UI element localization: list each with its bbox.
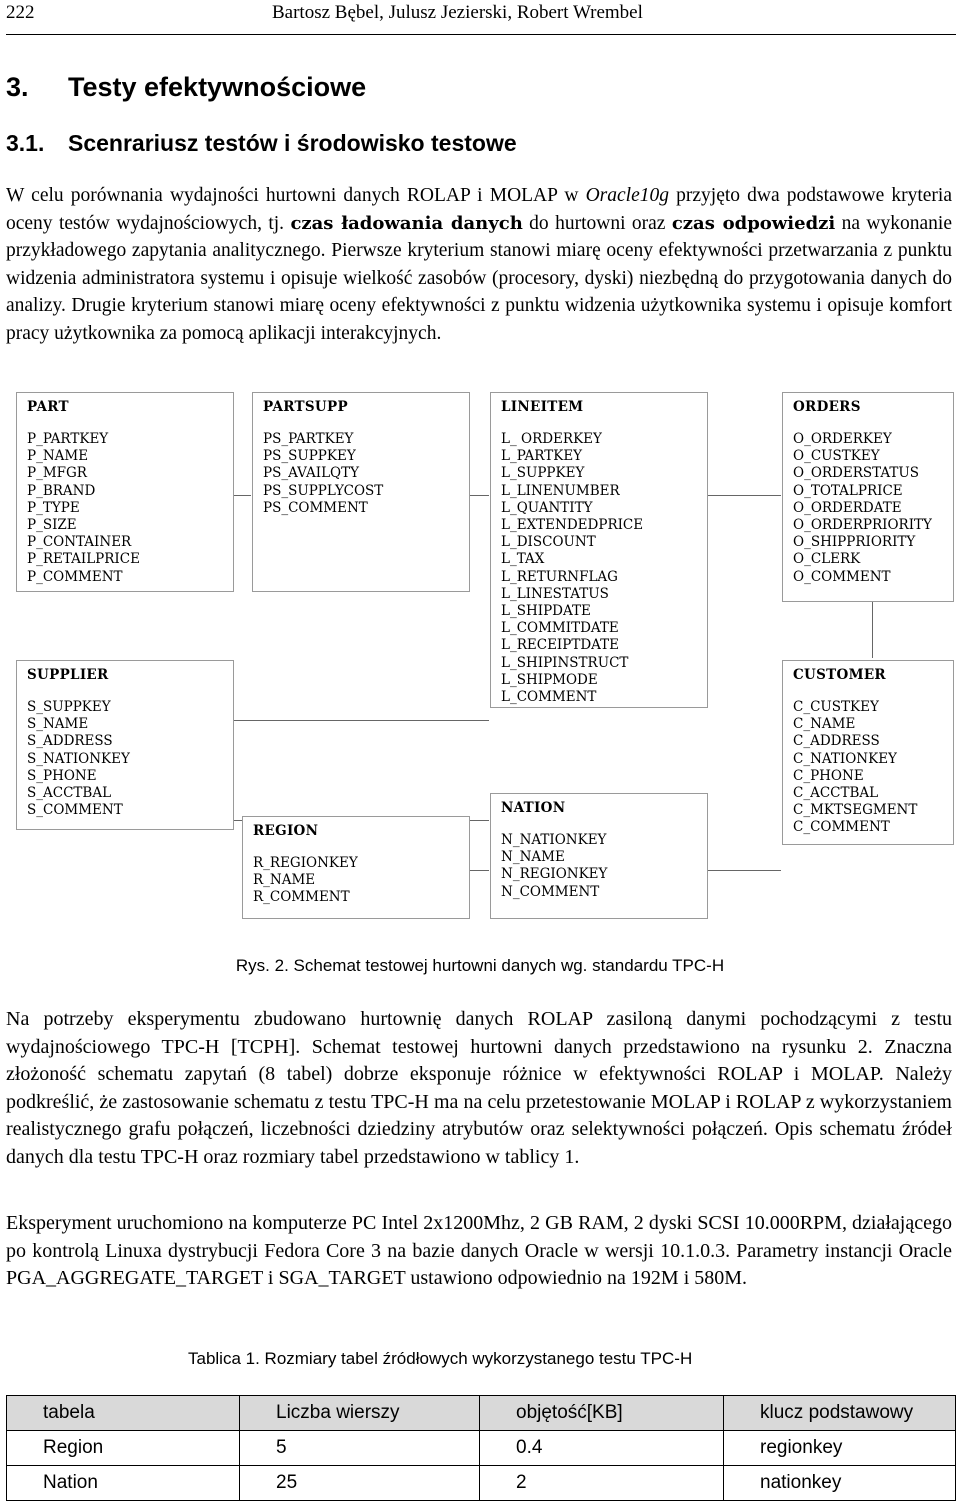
- environment-paragraph: Eksperyment uruchomiono na komputerze PC Intel 2x1200Mhz, 2 GB RAM, 2 dyski SCSI 10.000RPM, działającego po kontrolą Linuxa dystrybucji Fedora Core 3 na bazie danych Oracle w wersji 10.1.0.3. Parametry instancji Oracle PGA_AGGREGATE_TARGET i SGA_TARGET ustawiono odpowiednio na 192M i 580M.: [6, 1212, 952, 1289]
- connector-customer-nation: [707, 870, 781, 871]
- entity-region: [242, 816, 470, 919]
- entity-attribute: L_PARTKEY: [501, 448, 583, 465]
- table-header-cell: klucz podstawowy: [724, 1396, 956, 1431]
- subsection-heading: [6, 130, 517, 157]
- para1-oracle10g: Oracle10g: [585, 185, 669, 206]
- entity-attribute: C_ADDRESS: [793, 733, 880, 750]
- entity-attribute: N_REGIONKEY: [501, 866, 608, 883]
- entity-part: [16, 392, 234, 592]
- entity-attribute: PS_COMMENT: [263, 499, 368, 516]
- entity-name: PARTSUPP: [263, 399, 348, 415]
- entity-attribute: PS_AVAILQTY: [263, 465, 360, 482]
- intro-paragraph: [6, 182, 952, 347]
- section-title: Testy efektywnościowe: [68, 72, 367, 102]
- entity-name: ORDERS: [793, 399, 861, 415]
- entity-attribute: P_COMMENT: [27, 568, 123, 585]
- entity-supplier: [16, 660, 234, 830]
- entity-attribute: O_ORDERPRIORITY: [793, 517, 932, 534]
- table-cell: 0.4: [480, 1431, 724, 1466]
- figure-caption: Rys. 2. Schemat testowej hurtowni danych wg. standardu TPC-H: [235, 956, 725, 975]
- entity-attribute: S_NATIONKEY: [27, 750, 130, 767]
- connector-orders-customer: [872, 602, 873, 658]
- entity-attribute: S_PHONE: [27, 767, 97, 784]
- running-head-authors: Bartosz Bębel, Julusz Jezierski, Robert Wrembel: [272, 2, 643, 23]
- entity-attribute: P_RETAILPRICE: [27, 551, 140, 568]
- table-cell: Region: [7, 1431, 240, 1466]
- attribute-list: [793, 431, 953, 586]
- connector-region-nation: [469, 870, 489, 871]
- para1-term-response-time: czas odpowiedzi: [671, 212, 836, 234]
- entity-attribute: N_NATIONKEY: [501, 832, 607, 848]
- entity-attribute: L_EXTENDEDPRICE: [501, 517, 644, 534]
- table-header-cell: objętość[KB]: [480, 1396, 724, 1431]
- table-row: [7, 1431, 956, 1466]
- entity-attribute: C_ACCTBAL: [793, 785, 879, 802]
- table-header-cell: tabela: [7, 1396, 240, 1431]
- entity-attribute: O_ORDERSTATUS: [793, 465, 920, 482]
- table-cell: regionkey: [724, 1431, 956, 1466]
- tpch-schema-diagram: [14, 390, 954, 930]
- entity-attribute: S_COMMENT: [27, 802, 123, 819]
- section-number: 3.: [6, 72, 29, 102]
- entity-attribute: P_SIZE: [27, 517, 77, 534]
- table-header-cell: Liczba wierszy: [240, 1396, 480, 1431]
- entity-attribute: N_COMMENT: [501, 883, 600, 900]
- connector-lineitem-orders: [707, 495, 781, 496]
- attribute-list: [501, 431, 707, 706]
- entity-attribute: L_RETURNFLAG: [501, 568, 618, 585]
- entity-attribute: O_CUSTKEY: [793, 448, 880, 465]
- table-row: [7, 1466, 956, 1501]
- table-cell: 2: [480, 1466, 724, 1501]
- entity-attribute: C_COMMENT: [793, 819, 890, 836]
- entity-attribute: PS_SUPPKEY: [263, 448, 356, 465]
- para1-term-load-time: czas ładowania danych: [290, 212, 523, 234]
- table-sizes: [6, 1395, 956, 1501]
- running-head: [6, 2, 956, 28]
- entity-attribute: L_SHIPINSTRUCT: [501, 654, 629, 671]
- entity-attribute: L_LINESTATUS: [501, 585, 609, 602]
- attribute-list: [27, 699, 233, 819]
- entity-attribute: S_SUPPKEY: [27, 699, 111, 715]
- experiment-paragraph: Na potrzeby eksperymentu zbudowano hurtownię danych ROLAP zasiloną danymi pochodzącymi z testu wydajnościowego TPC-H [TCPH]. Schemat testowej hurtowni danych przedstawiono na rysunku 2. Znaczna złożoność schematu zapytań (8 tabel) dobrze eksponuje różnice w efektywności ROLAP i MOLAP. Należy podkreślić, że zastosowanie schematu z testu TPC-H ma na celu przetestowanie MOLAP i ROLAP z wykorzystaniem realistycznego grafu połączeń, liczebności dziedziny atrybutów oraz selektywności połączeń. Opis schematu źródeł danych dla testu TPC-H oraz rozmiary tabel przedstawiono w tablicy 1.: [6, 1008, 952, 1168]
- attribute-list: [501, 832, 707, 901]
- entity-attribute: N_NAME: [501, 849, 565, 866]
- entity-attribute: L_ ORDERKEY: [501, 431, 602, 447]
- entity-attribute: L_DISCOUNT: [501, 534, 596, 551]
- entity-name: CUSTOMER: [793, 667, 886, 683]
- entity-attribute: L_QUANTITY: [501, 499, 593, 516]
- table-caption: Tablica 1. Rozmiary tabel źródłowych wykorzystanego testu TPC-H: [188, 1349, 693, 1368]
- entity-orders: [782, 392, 954, 602]
- table-header-row: [7, 1396, 956, 1431]
- attribute-list: [263, 431, 469, 517]
- entity-attribute: PS_PARTKEY: [263, 431, 354, 447]
- entity-attribute: O_ORDERKEY: [793, 431, 892, 447]
- entity-attribute: L_COMMENT: [501, 689, 597, 706]
- entity-attribute: P_NAME: [27, 448, 89, 465]
- entity-attribute: P_BRAND: [27, 482, 96, 499]
- entity-attribute: R_NAME: [253, 872, 316, 889]
- attribute-list: [27, 431, 233, 586]
- entity-name: SUPPLIER: [27, 667, 109, 683]
- entity-attribute: S_ACCTBAL: [27, 785, 112, 802]
- entity-attribute: S_NAME: [27, 716, 89, 733]
- entity-attribute: L_LINENUMBER: [501, 482, 620, 499]
- subsection-title: Scenrariusz testów i środowisko testowe: [68, 130, 517, 156]
- entity-attribute: O_CLERK: [793, 551, 861, 568]
- page-number: 222: [6, 2, 35, 23]
- entity-name: NATION: [501, 800, 566, 816]
- entity-customer: [782, 660, 954, 845]
- entity-partsupp: [252, 392, 470, 592]
- section-heading: [6, 72, 366, 103]
- entity-attribute: C_NATIONKEY: [793, 750, 897, 767]
- entity-attribute: O_SHIPPRIORITY: [793, 534, 916, 551]
- subsection-number: 3.1.: [6, 130, 45, 156]
- entity-attribute: L_SUPPKEY: [501, 465, 585, 482]
- entity-attribute: P_PARTKEY: [27, 431, 109, 447]
- table-cell: 25: [240, 1466, 480, 1501]
- entity-name: PART: [27, 399, 69, 415]
- entity-attribute: C_CUSTKEY: [793, 699, 879, 715]
- table-cell: nationkey: [724, 1466, 956, 1501]
- entity-name: REGION: [253, 823, 319, 839]
- entity-attribute: C_PHONE: [793, 767, 864, 784]
- entity-attribute: O_COMMENT: [793, 568, 891, 585]
- entity-attribute: P_MFGR: [27, 465, 87, 482]
- entity-attribute: L_RECEIPTDATE: [501, 637, 620, 654]
- entity-attribute: P_CONTAINER: [27, 534, 132, 551]
- connector-supplier-lineitem: [233, 720, 489, 721]
- entity-attribute: L_COMMITDATE: [501, 620, 619, 637]
- entity-attribute: P_TYPE: [27, 499, 80, 516]
- entity-nation: [490, 793, 708, 919]
- header-rule: [6, 34, 956, 35]
- para1-text-7: na wykonanie przykładowego zapytania analitycznego. Pierwsze kryterium stanowi miarę oceny efektywności przetwarzania z punktu widzenia administratora systemu i opisuje wielkość zasobów (procesory, dyski) niezbędną do przygotowania danych do analizy. Drugie kryterium stanowi miarę oceny efektywności z punktu widzenia użytkownika systemu i opisuje komfort pracy użytkownika za pomocą aplikacji interakcyjnych.: [6, 212, 952, 344]
- entity-lineitem: [490, 392, 708, 708]
- entity-name: LINEITEM: [501, 399, 584, 415]
- entity-attribute: L_SHIPDATE: [501, 603, 591, 620]
- entity-attribute: L_SHIPMODE: [501, 671, 598, 688]
- table-cell: Nation: [7, 1466, 240, 1501]
- table-cell: 5: [240, 1431, 480, 1466]
- entity-attribute: C_MKTSEGMENT: [793, 802, 918, 819]
- attribute-list: [253, 855, 469, 907]
- entity-attribute: O_ORDERDATE: [793, 499, 902, 516]
- entity-attribute: S_ADDRESS: [27, 733, 113, 750]
- entity-attribute: O_TOTALPRICE: [793, 482, 903, 499]
- connector-partsupp-lineitem: [469, 495, 489, 496]
- para1-text-5: do hurtowni oraz: [522, 212, 672, 234]
- connector-part-partsupp: [233, 495, 251, 496]
- attribute-list: [793, 699, 953, 837]
- entity-attribute: R_COMMENT: [253, 889, 350, 906]
- para1-text-3: przyjęto dwa podstawowe kryteria oceny testów wydajnościowych, tj.: [6, 185, 952, 234]
- entity-attribute: C_NAME: [793, 716, 856, 733]
- entity-attribute: PS_SUPPLYCOST: [263, 482, 384, 499]
- entity-attribute: R_REGIONKEY: [253, 855, 358, 871]
- para1-text-1: W celu porównania wydajności hurtowni danych ROLAP i MOLAP w: [6, 185, 586, 206]
- entity-attribute: L_TAX: [501, 551, 545, 568]
